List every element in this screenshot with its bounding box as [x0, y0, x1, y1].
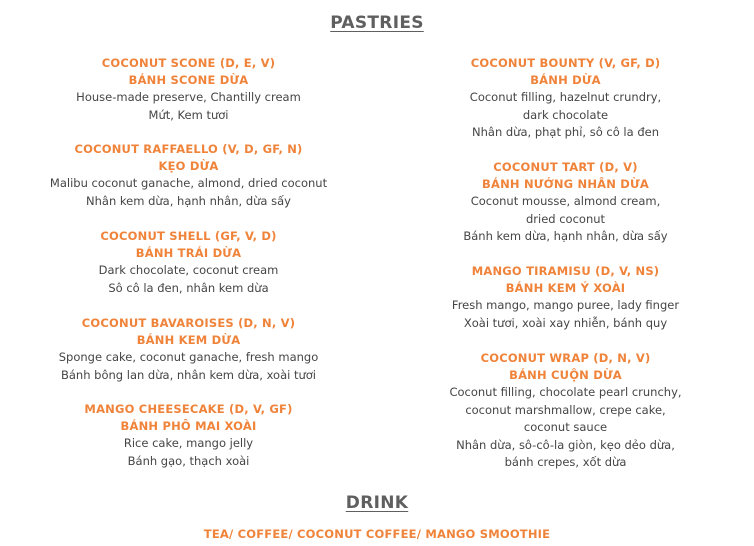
- item-name-vi: BÁNH DỪA: [530, 73, 601, 87]
- item-desc: coconut marshmallow, crepe cake,: [465, 402, 666, 417]
- item-desc: Mứt, Kem tươi: [148, 107, 229, 122]
- menu-item: [377, 55, 754, 142]
- item-desc: Bánh gạo, thạch xoài: [127, 453, 250, 468]
- item-desc: Dark chocolate, coconut cream: [98, 263, 279, 277]
- item-desc: dark chocolate: [522, 107, 609, 122]
- item-name-vi: BÁNH NƯỚNG NHÂN DỪA: [482, 177, 649, 191]
- menu-item: [377, 159, 754, 246]
- item-desc: Malibu coconut ganache, almond, dried coconut: [49, 176, 328, 190]
- item-name-vi: BÁNH KEM DỪA: [136, 333, 241, 347]
- item-desc: Coconut filling, hazelnut crundry,: [469, 90, 662, 104]
- item-desc: Fresh mango, mango puree, lady finger: [451, 298, 680, 312]
- item-desc: bánh crepes, xốt dừa: [504, 455, 627, 469]
- item-name-en: COCONUT TART (D, V): [493, 160, 638, 174]
- item-name-vi: BÁNH PHÔ MAI XOÀI: [120, 419, 257, 433]
- item-name-en: COCONUT BOUNTY (V, GF, D): [470, 56, 661, 70]
- item-name-en: COCONUT SCONE (D, E, V): [101, 56, 276, 70]
- item-desc: coconut sauce: [523, 420, 608, 434]
- item-desc: Coconut filling, chocolate pearl crunchy,: [449, 385, 682, 399]
- item-name-vi: BÁNH TRÁI DỪA: [135, 246, 242, 260]
- menu-item: [0, 401, 377, 470]
- item-desc: Bánh kem dừa, hạnh nhân, dừa sấy: [463, 229, 668, 243]
- item-desc: Nhân dừa, phạt phỉ, sô cô la đen: [472, 125, 659, 139]
- menu-item: [377, 350, 754, 472]
- item-name-en: COCONUT BAVAROISES (D, N, V): [81, 316, 296, 330]
- item-desc: Bánh bông lan dừa, nhân kem dừa, xoài tươi: [61, 367, 316, 382]
- item-name-vi: BÁNH KEM Ý XOÀI: [505, 281, 626, 295]
- item-name-en: COCONUT RAFFAELLO (V, D, GF, N): [74, 142, 303, 156]
- item-desc: House-made preserve, Chantilly cream: [76, 90, 301, 104]
- menu-item: [0, 55, 377, 124]
- pastries-heading: PASTRIES: [330, 13, 424, 33]
- item-desc: Nhân kem dừa, hạnh nhân, dừa sấy: [86, 193, 291, 208]
- menu-item: [0, 315, 377, 384]
- item-name-en: MANGO CHEESECAKE (D, V, GF): [84, 402, 293, 416]
- item-name-en: COCONUT SHELL (GF, V, D): [100, 229, 277, 243]
- item-desc: Sô cô la đen, nhân kem dừa: [108, 280, 269, 295]
- item-desc: Coconut mousse, almond cream,: [470, 194, 661, 208]
- item-desc: Rice cake, mango jelly: [123, 436, 254, 450]
- item-desc: Xoài tươi, xoài xay nhiễn, bánh quy: [463, 315, 668, 330]
- menu-item: [0, 141, 377, 210]
- item-name-vi: BÁNH SCONE DỪA: [128, 73, 249, 87]
- item-name-en: MANGO TIRAMISU (D, V, NS): [471, 264, 660, 278]
- menu-item: [0, 228, 377, 297]
- item-name-vi: BÁNH CUỘN DỪA: [509, 368, 622, 382]
- drink-heading: DRINK: [345, 493, 409, 513]
- item-name-vi: KẸO DỪA: [158, 159, 219, 173]
- menu-item: [377, 263, 754, 332]
- item-desc: Sponge cake, coconut ganache, fresh mango: [58, 350, 319, 364]
- drink-items: TEA/ COFFEE/ COCONUT COFFEE/ MANGO SMOOTHIE: [203, 527, 551, 541]
- item-desc: dried coconut: [525, 211, 606, 226]
- item-desc: Nhân dừa, sô-cô-la giòn, kẹo dẻo dừa,: [456, 437, 675, 452]
- item-name-en: COCONUT WRAP (D, N, V): [480, 351, 651, 365]
